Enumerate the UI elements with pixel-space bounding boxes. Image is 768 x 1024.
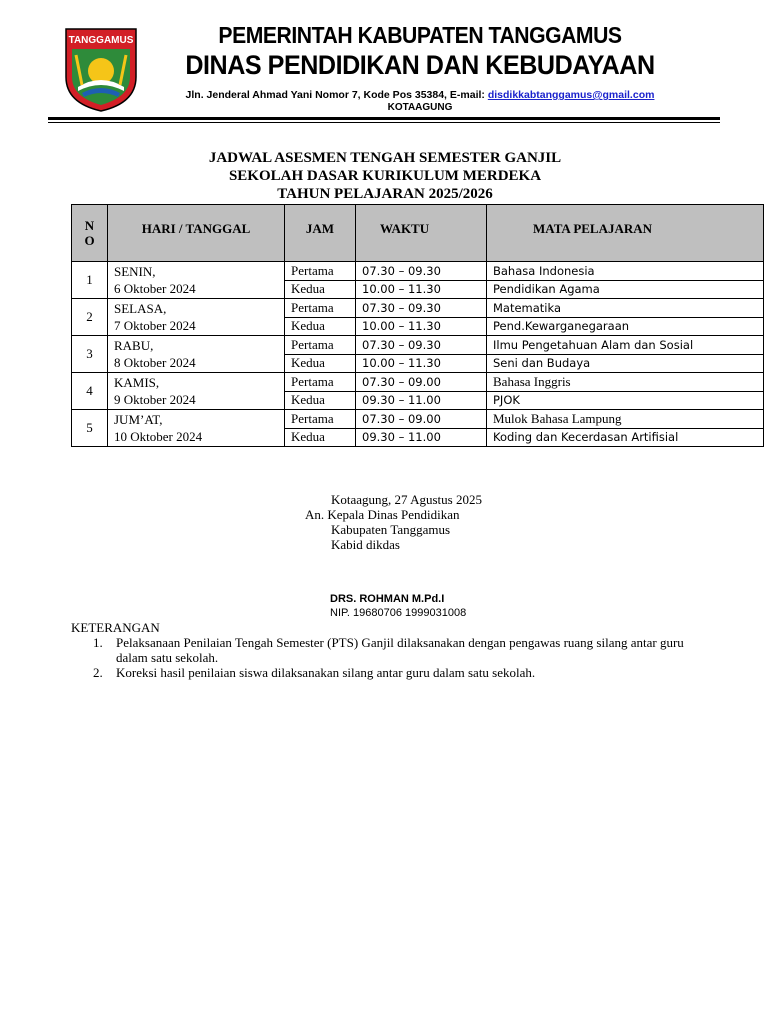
cell-mapel: Bahasa Inggris <box>487 373 764 392</box>
header-waktu: WAKTU <box>356 205 487 262</box>
signatory-nip: NIP. 19680706 1999031008 <box>330 607 467 619</box>
day-date: 8 Oktober 2024 <box>114 355 196 370</box>
day-name: SENIN, <box>114 264 156 279</box>
email-link[interactable]: disdikkabtanggamus@gmail.com <box>487 89 655 101</box>
letterhead-rule-thick <box>48 117 720 120</box>
cell-hari <box>108 373 285 410</box>
cell-mapel: Bahasa Indonesia <box>487 262 764 281</box>
signature-position: Kabid dikdas <box>331 537 400 552</box>
day-date: 7 Oktober 2024 <box>114 318 196 333</box>
note-text: Pelaksanaan Penilaian Tengah Semester (PTS) Ganjil dilaksanakan dengan pengawas ruang silang antar guru dalam satu sekolah. <box>116 635 684 665</box>
cell-jam: Kedua <box>285 354 356 373</box>
cell-mapel: Mulok Bahasa Lampung <box>487 410 764 429</box>
cell-mapel: PJOK <box>487 391 764 410</box>
title-line-3: TAHUN PELAJARAN 2025/2026 <box>277 186 493 202</box>
table-header-row <box>72 205 764 262</box>
cell-waktu: 10.00 – 11.30 <box>356 317 487 336</box>
table-row <box>72 410 764 429</box>
letterhead-address <box>150 89 690 101</box>
cell-jam: Pertama <box>285 299 356 318</box>
letterhead-government: PEMERINTAH KABUPATEN TANGGAMUS <box>218 22 622 48</box>
cell-mapel: Matematika <box>487 299 764 318</box>
header-no-2: O <box>84 233 95 248</box>
cell-hari <box>108 299 285 336</box>
cell-waktu: 10.00 – 11.30 <box>356 354 487 373</box>
day-date: 6 Oktober 2024 <box>114 281 196 296</box>
cell-waktu: 07.30 – 09.30 <box>356 262 487 281</box>
tanggamus-logo <box>62 25 140 113</box>
header-no <box>72 205 108 262</box>
address-text: Jln. Jenderal Ahmad Yani Nomor 7, Kode Pos 35384, E-mail: <box>185 89 488 101</box>
notes-heading: KETERANGAN <box>71 620 160 635</box>
cell-waktu: 07.30 – 09.30 <box>356 336 487 355</box>
day-name: JUM’AT, <box>114 412 163 427</box>
cell-jam: Pertama <box>285 262 356 281</box>
letterhead-office: DINAS PENDIDIKAN DAN KEBUDAYAAN <box>185 50 655 80</box>
cell-no: 4 <box>72 373 108 410</box>
cell-hari <box>108 336 285 373</box>
cell-jam: Kedua <box>285 280 356 299</box>
table-row <box>72 373 764 392</box>
cell-waktu: 10.00 – 11.30 <box>356 280 487 299</box>
header-mapel: MATA PELAJARAN <box>487 205 764 262</box>
table-row <box>72 262 764 281</box>
letterhead-rule-thin <box>48 122 720 123</box>
title-line-1: JADWAL ASESMEN TENGAH SEMESTER GANJIL <box>208 150 562 166</box>
schedule-table <box>71 204 764 447</box>
cell-waktu: 07.30 – 09.00 <box>356 373 487 392</box>
cell-hari <box>108 262 285 299</box>
cell-mapel: Pendidikan Agama <box>487 280 764 299</box>
cell-jam: Kedua <box>285 428 356 447</box>
note-text: Koreksi hasil penilaian siswa dilaksanakan silang antar guru dalam satu sekolah. <box>116 665 536 680</box>
cell-no: 2 <box>72 299 108 336</box>
day-name: SELASA, <box>114 301 167 316</box>
signature-on-behalf: An. Kepala Dinas Pendidikan <box>305 507 460 522</box>
cell-mapel: Pend.Kewarganegaraan <box>487 317 764 336</box>
cell-waktu: 09.30 – 11.00 <box>356 428 487 447</box>
header-no-1: N <box>84 218 95 233</box>
cell-hari <box>108 410 285 447</box>
note-number: 1. <box>93 635 103 650</box>
cell-waktu: 07.30 – 09.30 <box>356 299 487 318</box>
cell-waktu: 09.30 – 11.00 <box>356 391 487 410</box>
day-name: KAMIS, <box>114 375 160 390</box>
cell-mapel: Ilmu Pengetahuan Alam dan Sosial <box>487 336 764 355</box>
note-number: 2. <box>93 665 103 680</box>
cell-mapel: Seni dan Budaya <box>487 354 764 373</box>
cell-jam: Pertama <box>285 336 356 355</box>
note-item <box>93 635 693 665</box>
cell-no: 5 <box>72 410 108 447</box>
note-item <box>93 665 693 680</box>
cell-no: 1 <box>72 262 108 299</box>
cell-jam: Pertama <box>285 373 356 392</box>
cell-jam: Kedua <box>285 391 356 410</box>
signature-regency: Kabupaten Tanggamus <box>331 522 451 537</box>
table-row <box>72 336 764 355</box>
header-jam: JAM <box>285 205 356 262</box>
day-date: 10 Oktober 2024 <box>114 429 203 444</box>
cell-mapel: Koding dan Kecerdasan Artifisial <box>487 428 764 447</box>
logo-text: TANGGAMUS <box>68 35 134 46</box>
letterhead-city: KOTAAGUNG <box>387 102 453 113</box>
title-line-2: SEKOLAH DASAR KURIKULUM MERDEKA <box>228 168 542 184</box>
cell-waktu: 07.30 – 09.00 <box>356 410 487 429</box>
table-row <box>72 299 764 318</box>
day-date: 9 Oktober 2024 <box>114 392 196 407</box>
cell-no: 3 <box>72 336 108 373</box>
day-name: RABU, <box>114 338 154 353</box>
header-hari: HARI / TANGGAL <box>108 205 285 262</box>
cell-jam: Pertama <box>285 410 356 429</box>
signature-place-date: Kotaagung, 27 Agustus 2025 <box>331 492 482 507</box>
signatory-name: DRS. ROHMAN M.Pd.I <box>330 593 445 605</box>
cell-jam: Kedua <box>285 317 356 336</box>
